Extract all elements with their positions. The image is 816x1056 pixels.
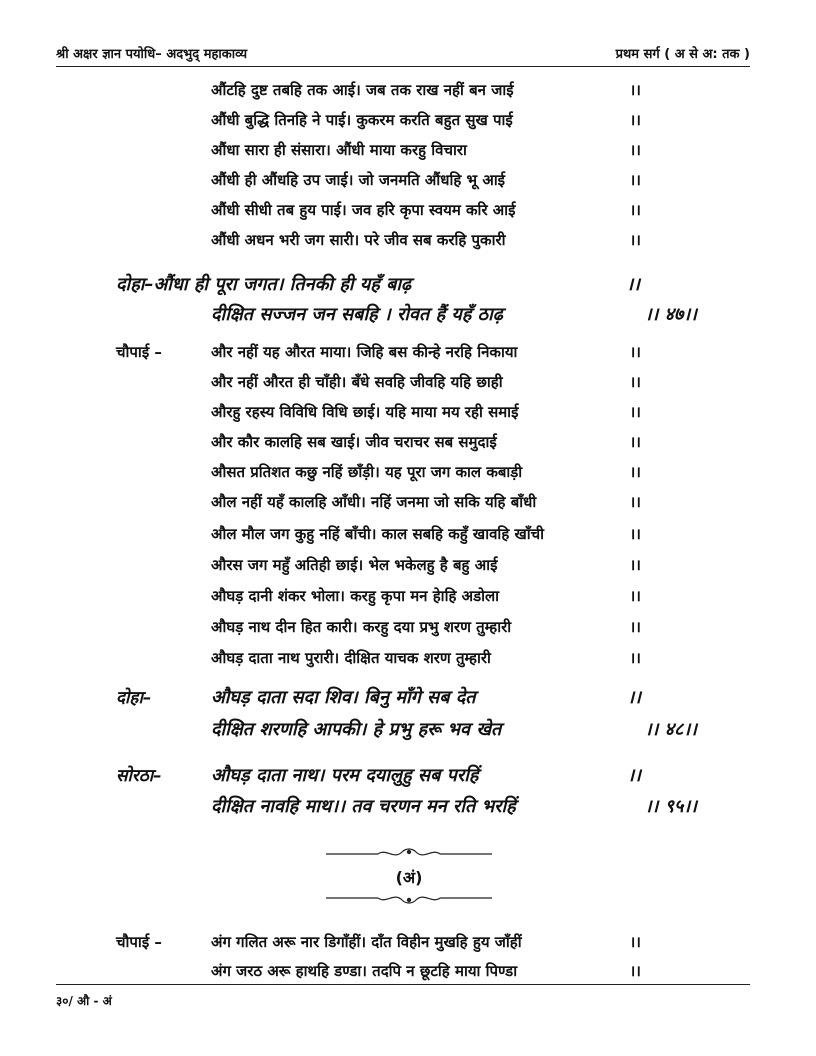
doha-label: दोहा– [116, 688, 152, 708]
verse-line: औंधी ही औंधहि उप जाई। जो जनमति औंधहि भू आई ।। [211, 171, 641, 189]
verse-line: औंधी सीधी तब हुय पाई। जव हरि कृपा स्वयम करि आई ।। [211, 201, 641, 219]
verse-line: औल नहीं यहँ कालहि आँधी। नहिं जनमा जो सकि यहि बाँधी ।। [211, 493, 641, 511]
verse-line: औल मौल जग कुहु नहिं बाँची। काल सबहि कहुँ खावहि खाँची ।। [211, 525, 641, 543]
section-ornament-bottom [326, 890, 492, 906]
verse-line: और नहीं औरत ही चाँही। बँधे सवहि जीवहि यहि छाही ।। [211, 373, 641, 391]
chaupai-label: चौपाई – [116, 343, 162, 361]
verse-line: औंधा सारा ही संसारा। औंधी माया करहु विचारा ।। [211, 141, 641, 159]
section-ornament-top [326, 846, 492, 862]
sortha-label: सोरठा– [116, 766, 162, 786]
verse-line: औघड़ दानी शंकर भोला। करहु कृपा मन हेाहि अडोला ।। [211, 587, 641, 605]
verse-line: और नहीं यह औरत माया। जिहि बस कीन्हे नरहि निकाया ।। [211, 343, 641, 361]
doha-line: औघड़ दाता सदा शिव। बिनु माँगे सब देत ।। [211, 687, 641, 708]
doha-line: दीक्षित शरणहि आपकी। हे प्रभु हरू भव खेत ।। ४८।। [211, 719, 697, 740]
section-heading: (अं) [395, 868, 423, 887]
verse-line: औंधी अधन भरी जग सारी। परे जीव सब करहि पुकारी ।। [211, 231, 641, 249]
verse-line: औघड़ नाथ दीन हित कारी। करहु दया प्रभु शरण तुम्हारी ।। [211, 618, 641, 636]
page-footer: ३०/ औ - अं [56, 994, 112, 1008]
doha-line: दोहा–औंधा ही पूरा जगत। तिनकी ही यहँ बाढ़ ।। [116, 274, 640, 295]
footer-rule [56, 984, 750, 985]
chapter-title: प्रथम सर्ग ( अ से अ: तक ) [615, 47, 750, 62]
verse-line: अंग जरठ अरू हाथहि डण्डा। तदपि न छूटहि माया पिण्डा ।। [211, 962, 641, 980]
chaupai-label: चौपाई – [116, 933, 162, 951]
verse-line: औरहु रहस्य विविधि विधि छाई। यहि माया मय रही समाई ।। [211, 403, 641, 421]
verse-line: अंग गलित अरू नार डिगाँहीं। दाँत विहीन मुखहि हुय जाँहीं ।। [211, 933, 641, 951]
verse-line: औरस जग महुँ अतिही छाई। भेल भकेलहु है बहु आई ।। [211, 556, 641, 574]
page-header [56, 40, 750, 66]
verse-line: औंधी बुद्धि तिनहि ने पाई। कुकरम करति बहुत सुख पाई ।। [211, 111, 641, 129]
sortha-line: दीक्षित नावहि माथ।। तव चरणन मन रति भरहिं ।। ९५।। [211, 796, 697, 817]
verse-line: औघड़ दाता नाथ पुरारी। दीक्षित याचक शरण तुम्हारी ।। [211, 649, 641, 667]
book-title: श्री अक्षर ज्ञान पयोधि– अदभुद् महाकाव्य [56, 47, 248, 62]
doha-line: दीक्षित सज्जन जन सबहि । रोवत हैं यहँ ठाढ़ ।। ४७।। [211, 304, 697, 325]
header-rule [56, 66, 750, 67]
verse-line: औसत प्रतिशत कछु नहिं छाँड़ी। यह पूरा जग काल कबाड़ी ।। [211, 463, 641, 481]
verse-line: औंटहि दुष्ट तबहि तक आई। जब तक राख नहीं बन जाई ।। [211, 81, 641, 99]
sortha-line: औघड़ दाता नाथ। परम दयालुहु सब परहिं ।। [211, 765, 641, 786]
verse-line: और कौर कालहि सब खाई। जीव चराचर सब समुदाई ।। [211, 433, 641, 451]
